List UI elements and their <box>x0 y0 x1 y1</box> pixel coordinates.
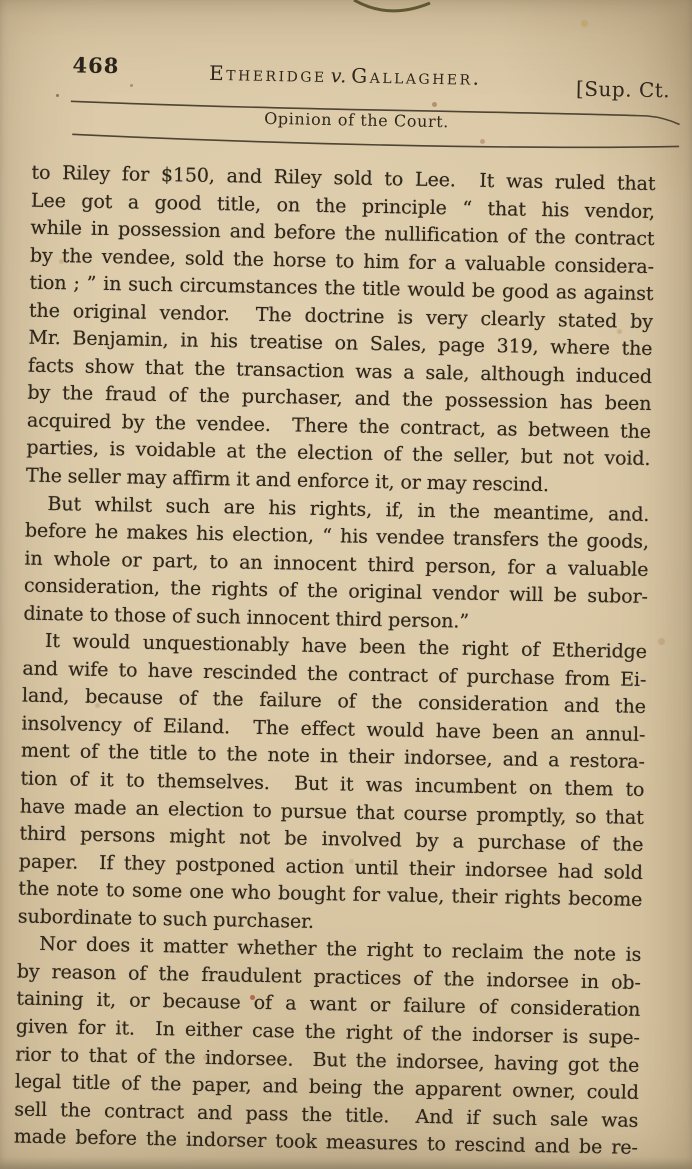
text-line: Lee got a good title, on the principle “ that his vendor, <box>30 189 656 223</box>
text-line: facts show that the transaction was a sale, although induced <box>27 354 653 388</box>
text-line: and wife to have rescinded the contract of purchase from Ei- <box>22 657 647 691</box>
text-line: The seller may affirm it and enforce it, or may rescind. <box>25 464 550 497</box>
case-name-left: Etheridge <box>208 60 327 87</box>
text-line: land, because of the failure of the consideration and the <box>21 684 647 719</box>
page-number: 468 <box>72 52 120 79</box>
text-line: by the fraud of the purchaser, and the possession has been <box>27 381 652 416</box>
text-line: given for it. In either case the right of the indorser is supe- <box>15 1015 640 1049</box>
text-line: sell the contract and pass the title. And if such sale was <box>14 1098 639 1132</box>
text-line: acquired by the vendee. There the contract, as between the <box>26 409 652 443</box>
paper-speckles <box>0 0 3 3</box>
text-line: But whilst such are his rights, if, in the meantime, and. <box>47 492 650 526</box>
header-rule-bottom <box>72 134 679 150</box>
opinion-heading: Opinion of the Court. <box>263 108 450 132</box>
text-line: Nor does it matter whether the right to reclaim the note is <box>39 933 642 967</box>
court-label: [Sup. Ct. <box>575 76 671 103</box>
text-line: before he makes his election, “ his vendee transfers the goods, <box>24 519 650 554</box>
text-line: made before the indorser took measures to rescind and be re- <box>13 1125 638 1160</box>
text-line: paper. If they postponed action until their indorsee had sold <box>18 850 644 884</box>
text-line: the note to some one who bought for value, their rights become <box>18 877 643 912</box>
text-line: in whole or part, to an innocent third person, for a valuable <box>24 547 649 581</box>
text-line: have made an election to pursue that course promptly, so that <box>19 795 645 829</box>
text-line: rior to that of the indorsee. But the indorsee, having got the <box>15 1042 640 1077</box>
text-line: Mr. Benjamin, in his treatise on Sales, page 319, where the <box>28 326 653 361</box>
text-line: while in possession and before the nullification of the contract <box>30 216 655 251</box>
case-name-right: Gallagher. <box>351 63 482 90</box>
text-line: the original vendor. The doctrine is very clearly stated by <box>28 299 654 333</box>
body-text <box>14 160 656 1163</box>
text-line: legal title of the paper, and being the apparent owner, could <box>14 1070 639 1104</box>
ink-curve-mark <box>350 0 434 18</box>
text-line: dinate to those of such innocent third person.” <box>23 602 470 633</box>
text-line: third persons might not be involved by a purchase of the <box>19 822 644 857</box>
text-line: It would unquestionably have been the right of Etheridge <box>44 630 648 664</box>
text-line: tion ; ” in such circumstances the title would be good as against <box>29 271 654 306</box>
paragraph <box>14 931 642 1163</box>
text-line: parties, is voidable at the election of the seller, but not void. <box>26 437 651 471</box>
text-line: consideration, the rights of the original vendor will be subor- <box>23 574 649 609</box>
text-line: subordinate to such purchaser. <box>17 905 315 933</box>
page-content <box>0 38 692 1160</box>
versus-label: v. <box>330 65 348 88</box>
text-line: taining it, or because of a want or failure of consideration <box>16 987 641 1022</box>
text-line: to Riley for $150, and Riley sold to Lee. It was ruled that <box>31 161 656 196</box>
paragraph <box>18 628 647 942</box>
text-line: by reason of the fraudulent practices of the indorsee in ob- <box>16 960 641 994</box>
text-line: ment of the title to the note in their indorsee, and a restora- <box>20 739 646 774</box>
paragraph <box>23 490 649 639</box>
text-line: by the vendee, sold the horse to him for a valuable considera- <box>29 244 655 278</box>
text-line: insolvency of Eiland. The effect would have been an annul- <box>21 712 646 746</box>
ink-curve-path <box>354 0 430 11</box>
text-line: tion of it to themselves. But it was incumbent on them to <box>20 767 645 801</box>
paragraph <box>26 160 656 502</box>
